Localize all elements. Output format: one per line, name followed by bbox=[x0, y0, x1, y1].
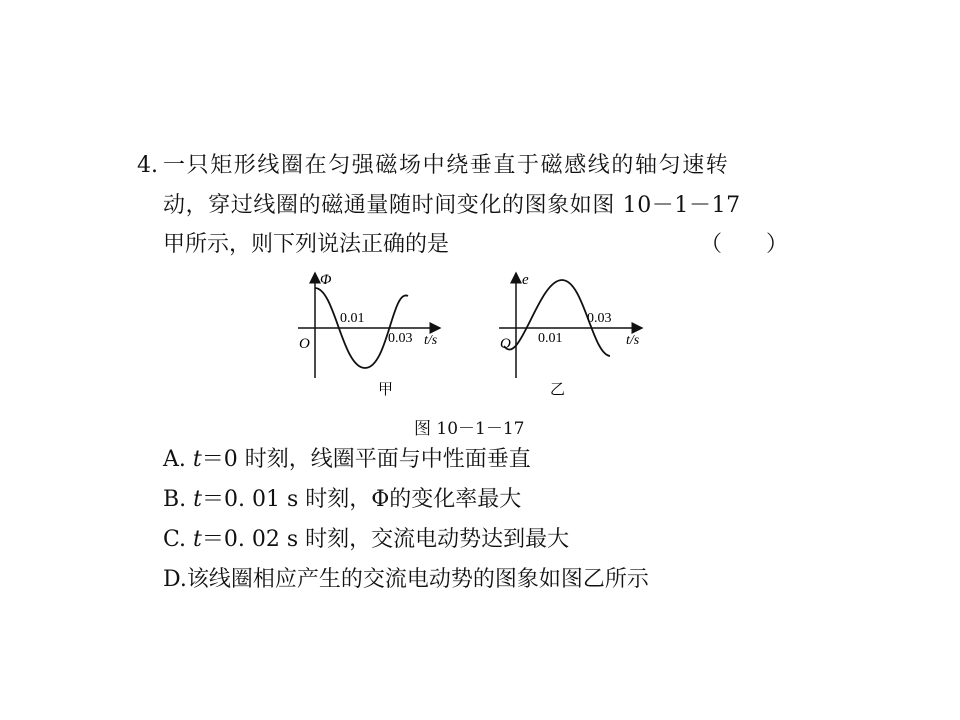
question-stem-line-2: 动，穿过线圈的磁通量随时间变化的图象如图 10－1－17 bbox=[163, 193, 741, 218]
option-b bbox=[163, 487, 521, 513]
origin-label: O bbox=[299, 336, 310, 352]
option-variable: t bbox=[192, 447, 202, 472]
option-d bbox=[163, 567, 649, 593]
option-letter: B. bbox=[163, 487, 187, 512]
y-axis-label: Φ bbox=[320, 272, 332, 288]
origin-label: O bbox=[500, 336, 511, 352]
panel-label: 乙 bbox=[550, 382, 566, 398]
option-letter: C. bbox=[163, 527, 187, 552]
tick-label-2: 0.03 bbox=[388, 331, 413, 346]
option-a bbox=[163, 447, 531, 473]
question-stem-line-3: 甲所示，则下列说法正确的是 bbox=[163, 232, 450, 257]
option-text: ＝0 时刻，线圈平面与中性面垂直 bbox=[201, 447, 531, 472]
x-axis-label: t/s bbox=[626, 333, 640, 348]
option-variable: t bbox=[193, 527, 202, 552]
question-stem-line-1: 一只矩形线圈在匀强磁场中绕垂直于磁感线的轴匀速转 bbox=[163, 153, 730, 178]
option-text: 该线圈相应产生的交流电动势的图象如图乙所示 bbox=[186, 567, 649, 592]
tick-label-2: 0.03 bbox=[587, 311, 612, 326]
x-axis-label: t/s bbox=[424, 333, 438, 348]
figure-right bbox=[492, 268, 662, 412]
tick-label-1: 0.01 bbox=[340, 311, 365, 326]
answer-blank: （ ） bbox=[700, 232, 789, 257]
option-letter: A. bbox=[163, 447, 186, 472]
question-number: 4. bbox=[137, 153, 158, 178]
tick-label-1: 0.01 bbox=[538, 331, 563, 346]
option-text: ＝0. 01 s 时刻，Φ的变化率最大 bbox=[202, 487, 522, 512]
figure-caption: 图 10－1－17 bbox=[414, 419, 525, 439]
option-c bbox=[163, 527, 569, 553]
option-letter: D. bbox=[163, 567, 187, 592]
option-variable: t bbox=[193, 487, 203, 512]
option-text: ＝0. 02 s 时刻，交流电动势达到最大 bbox=[201, 527, 570, 552]
panel-label: 甲 bbox=[378, 382, 394, 398]
figure-left bbox=[290, 268, 460, 412]
y-axis-label: e bbox=[522, 272, 529, 288]
